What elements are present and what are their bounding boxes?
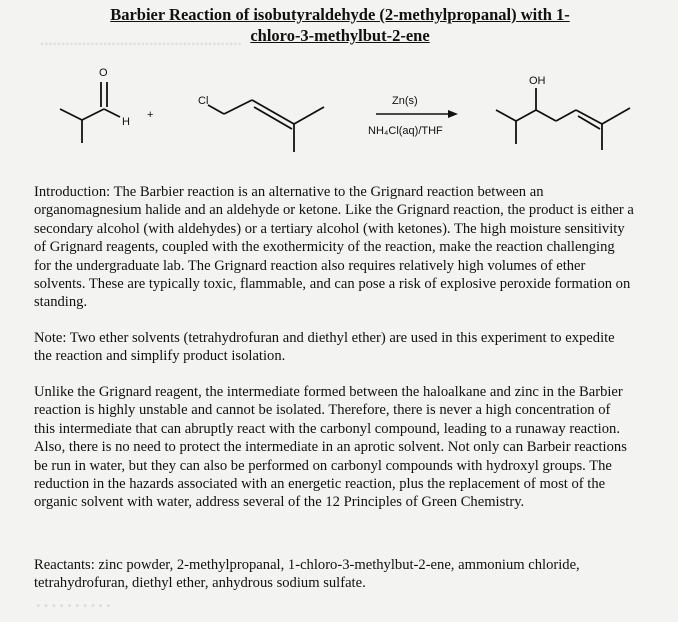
atom-oh: OH	[529, 75, 546, 87]
reagent-zinc: Zn(s)	[392, 95, 418, 107]
title-line-1: Barbier Reaction of isobutyraldehyde (2-methylpropanal) with 1-	[110, 5, 570, 24]
title-line-2: chloro-3-methylbut-2-ene	[250, 26, 430, 45]
plus-sign: +	[147, 109, 154, 121]
reaction-scheme	[40, 62, 660, 180]
reactants-paragraph: Reactants: zinc powder, 2-methylpropanal, 1-chloro-3-methylbut-2-ene, ammonium chloride, tetrahydrofuran, diethyl ether, anhydrous sodium sulfate.	[34, 557, 580, 592]
bleed-through-text: ••••••••••••••••••••••••••••••••••••••••••••••••	[40, 37, 242, 51]
barbier-intermediate-paragraph: Unlike the Grignard reagent, the intermediate formed between the haloalkane and zinc in the Barbier reaction is highly unstable and cannot be isolated. Therefore, there is never a high concentration of this intermediate that can abruptly react with the carbonyl compound, leading to a runaway reaction. Also, there is no need to protect the intermediate in an aprotic solvent. Not only can Barbeir reactions be run in water, but they can also be performed on carbonyl compounds with hydroxyl groups. The reduction in the hazards associated with an energetic reaction, plus the replacement of most of the organic solvent with water, address several of the 12 Principles of Green Chemistry.	[34, 384, 627, 511]
introduction-paragraph: Introduction: The Barbier reaction is an alternative to the Grignard reaction between an organomagnesium halide and an aldehyde or ketone. Like the Grignard reaction, the product is either a secondary alcohol (with aldehydes) or a tertiary alcohol (with ketones). The high moisture sensitivity of Grignard reagents, coupled with the exothermicity of the reaction, make the reaction challenging for the undergraduate lab. The Grignard reaction also requires relatively high volumes of ether solvents. These are typically toxic, flammable, and can pose a risk of explosive peroxide formation on standing.	[34, 184, 634, 311]
chloroalkene-structure	[208, 100, 324, 152]
atom-h: H	[122, 116, 130, 128]
document-title	[60, 4, 620, 46]
reagent-nh4cl-thf: NH₄Cl(aq)/THF	[368, 125, 443, 137]
reaction-arrow	[376, 110, 458, 118]
product-alcohol-structure	[496, 88, 630, 150]
atom-cl: Cl	[198, 95, 209, 107]
isobutyraldehyde-structure	[60, 82, 120, 143]
bleed-through-footer: • • • • • • • • • •	[36, 598, 111, 613]
note-paragraph: Note: Two ether solvents (tetrahydrofuran and diethyl ether) are used in this experiment to expedite the reaction and simplify product isolation.	[34, 330, 615, 365]
atom-o: O	[99, 67, 108, 79]
